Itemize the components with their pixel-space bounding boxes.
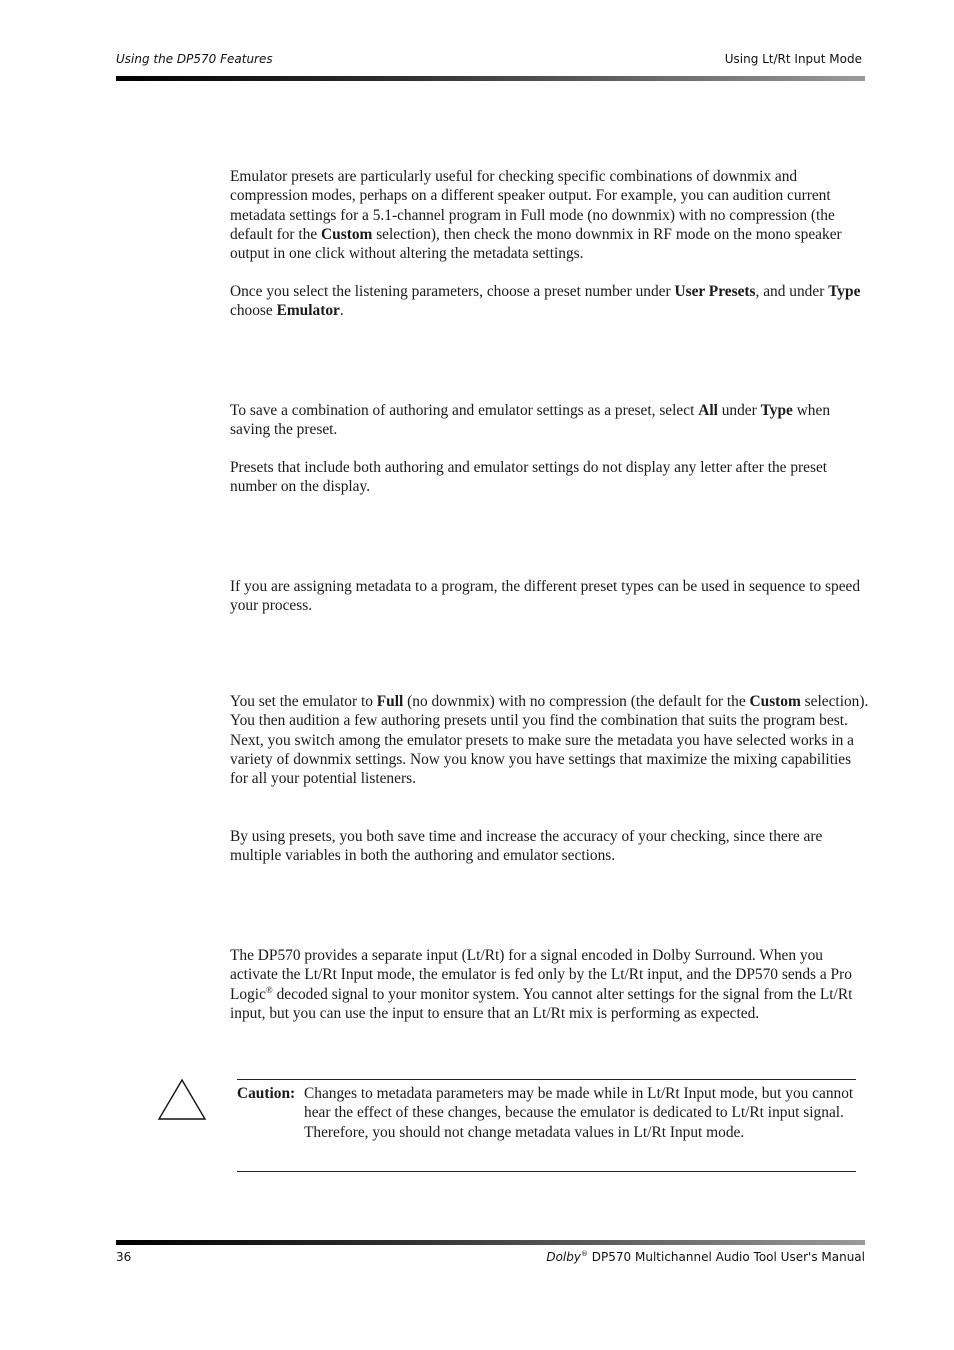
registered-mark: ®	[580, 1250, 588, 1258]
text: .	[339, 302, 344, 320]
brand-name: Dolby	[546, 1250, 581, 1264]
text: , and under	[755, 283, 829, 300]
text: Emulator presets are particularly useful for checking specific combinations of downmix and compression modes, perhaps on a different speaker output. For example, you can audition current metadata settings for a 5.1-channel program in Full mode (no downmix) with no compression (the default for the	[230, 168, 835, 243]
header-rule	[116, 76, 865, 81]
manual-title: DP570 Multichannel Audio Tool User's Manual	[587, 1250, 865, 1264]
bold-text: User Presets	[674, 283, 756, 300]
text: selection). You then audition a few authoring presets until you find the combination that suits the program best. Next, you switch among the emulator presets to make sure the metadata you have selected works in a variety of downmix settings. Now you know you have settings that maximize the mixing capabilities for all your potential listeners.	[230, 693, 869, 788]
bold-text: Type	[760, 402, 793, 419]
text: To save a combination of authoring and emulator settings as a preset, select	[230, 402, 699, 419]
text: (no downmix) with no compression (the default for the	[403, 693, 750, 710]
text: under	[717, 402, 761, 419]
registered-mark: ®	[265, 984, 273, 995]
bold-text: Type	[828, 283, 861, 300]
running-header-section: Using the DP570 Features	[116, 52, 273, 66]
paragraph-assign-metadata: If you are assigning metadata to a program, the different preset types can be used in sequence to speed your process.	[230, 578, 861, 615]
caution-label: Caution:	[237, 1085, 296, 1102]
text: The DP570 provides a separate input (Lt/Rt) for a signal encoded in Dolby Surround. When you activate the Lt/Rt Input mode, the emulator is fed only by the Lt/Rt input, and the DP570 sends a Pro Logic	[230, 947, 852, 1003]
paragraph-example-workflow	[230, 692, 870, 788]
text: selection), then check the mono downmix in RF mode on the mono speaker output in one click without altering the metadata settings.	[230, 225, 842, 263]
footer-title	[546, 1250, 865, 1264]
text: You set the emulator to	[230, 693, 377, 710]
caution-top-rule	[237, 1079, 856, 1080]
caution-bottom-rule	[237, 1171, 856, 1172]
text: when saving the preset.	[230, 402, 831, 439]
caution-text: Changes to metadata parameters may be made while in Lt/Rt Input mode, but you cannot hear the effect of these changes, because the emulator is dedicated to Lt/Rt input signal. Therefore, you should not change metadata values in Lt/Rt Input mode.	[304, 1085, 854, 1141]
page-number: 36	[116, 1250, 132, 1264]
bold-text: Custom	[749, 693, 801, 710]
footer-rule	[116, 1240, 865, 1245]
paragraph-choose-preset	[230, 282, 870, 321]
text: decoded signal to your monitor system. You cannot alter settings for the signal from the Lt/Rt input, but you can use the input to ensure that an Lt/Rt mix is performing as expected.	[230, 985, 853, 1022]
paragraph-ltrt-input	[230, 946, 870, 1023]
paragraph-emulator-presets	[230, 167, 870, 263]
bold-text: Custom	[321, 225, 373, 243]
paragraph-no-letter: Presets that include both authoring and emulator settings do not display any letter after the preset number on the display.	[230, 459, 828, 496]
warning-triangle-icon	[157, 1078, 207, 1122]
running-header-topic: Using Lt/Rt Input Mode	[724, 52, 862, 66]
caution-note	[237, 1084, 856, 1142]
paragraph-presets-benefit: By using presets, you both save time and increase the accuracy of your checking, since there are multiple variables in both the authoring and emulator sections.	[230, 828, 823, 865]
bold-text: Full	[376, 693, 404, 710]
text: Once you select the listening parameters, choose a preset number under	[230, 283, 675, 300]
bold-text: All	[698, 402, 718, 419]
bold-text: Emulator	[276, 302, 340, 320]
text: choose	[230, 302, 277, 320]
paragraph-save-combination	[230, 401, 870, 440]
